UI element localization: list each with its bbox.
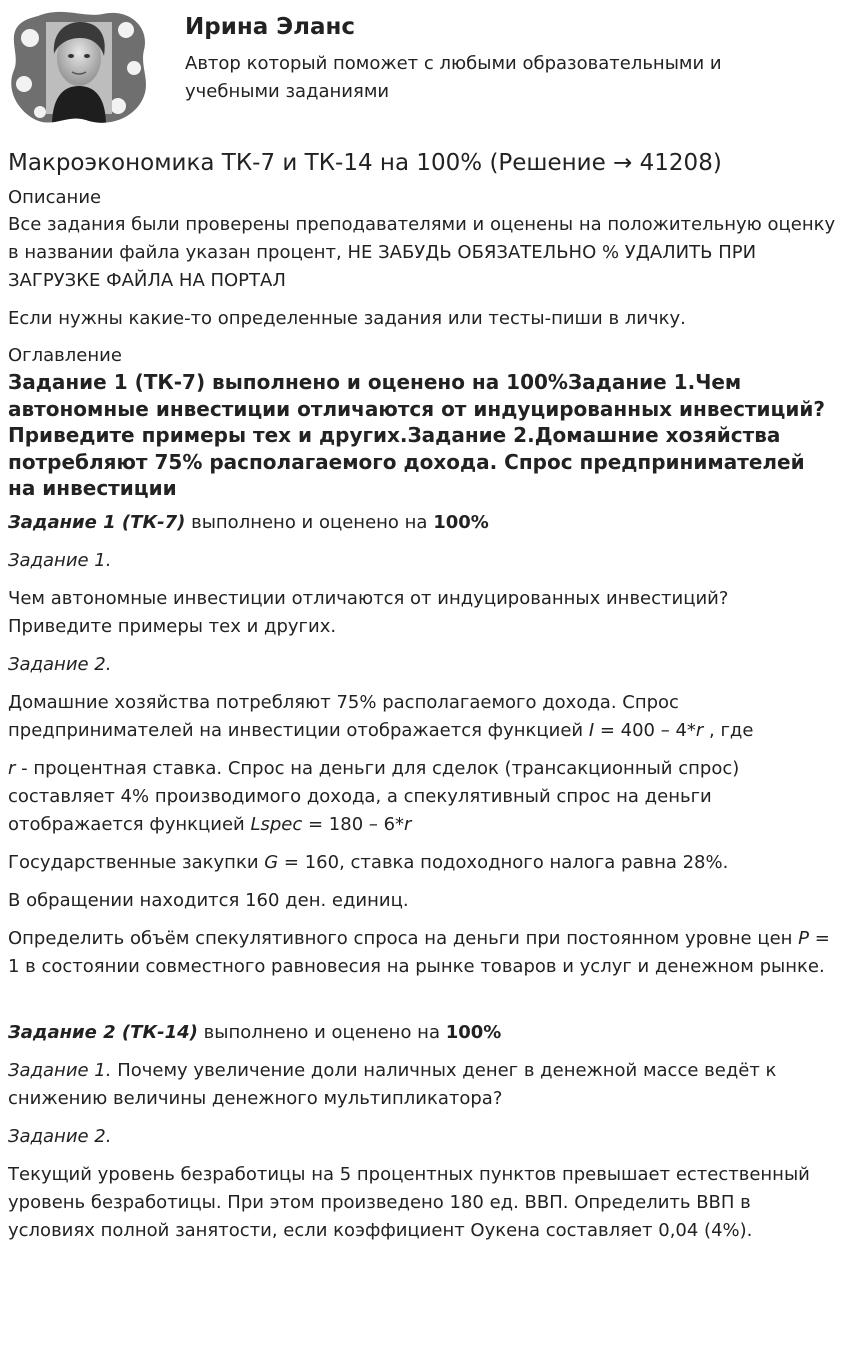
tk7-task2-p2-r2: r bbox=[404, 813, 412, 835]
tk14-task1-label: Задание 1. bbox=[8, 1059, 112, 1081]
tk7-task2-p5-a: Определить объём спекулятивного спроса на деньги при постоянном уровне цен bbox=[8, 927, 799, 949]
tk7-task1-label bbox=[8, 547, 838, 575]
tk14-task2-text: Текущий уровень безработицы на 5 процентных пунктов превышает естественный уровень безработицы. При этом произведено 180 ед. ВВП. Определить ВВП в условиях полной занятости, если коэффициент Оукена составляет 0,04 (4%). bbox=[8, 1163, 810, 1241]
description-label: Описание bbox=[8, 187, 102, 208]
toc-title: Задание 1 (ТК-7) выполнено и оценено на 100%Задание 1.Чем автономные инвестиции отличаются от индуцированных инвестиций? Приведите примеры тех и других.Задание 2.Домашние хозяйства потребляют 75% располагаемого дохода. Спрос предпринимателей на инвестиции bbox=[8, 370, 825, 500]
author-bio: Автор который поможет с любыми образовательными и учебными заданиями bbox=[185, 53, 722, 102]
tk7-task2-label bbox=[8, 651, 838, 679]
tk14-task2-label bbox=[8, 1123, 838, 1151]
tk7-task2-p2-a: - процентная ставка. Спрос на деньги для сделок (трансакционный спрос) составляет 4% производимого дохода, а спекулятивный спрос на деньги отображается функцией bbox=[8, 757, 740, 835]
tk14-heading-percent: 100% bbox=[445, 1021, 502, 1043]
tk7-task2-paragraph-3 bbox=[8, 849, 838, 877]
tk7-task2-p2-b: = 180 – 6* bbox=[302, 813, 405, 835]
section-spacer bbox=[8, 991, 838, 1019]
tk7-task2-p1-r: r bbox=[695, 719, 704, 741]
tk7-task2-p1-a: Домашние хозяйства потребляют 75% располагаемого дохода. Спрос предпринимателей на инвестиции отображается функцией bbox=[8, 691, 679, 741]
tk14-heading-label: Задание 2 (ТК-14) bbox=[8, 1021, 198, 1043]
tk7-task2-paragraph-1 bbox=[8, 689, 838, 745]
tk7-task2-paragraph-2 bbox=[8, 755, 838, 839]
tk7-task2-p3-var: G bbox=[264, 851, 279, 873]
tk7-task2-p1-c: , где bbox=[703, 719, 754, 741]
tk7-task2-p1-var: I bbox=[588, 719, 595, 741]
tk7-task2-p1-b: = 400 – 4* bbox=[594, 719, 696, 741]
tk14-heading bbox=[8, 1019, 838, 1047]
tk7-task1-text: Чем автономные инвестиции отличаются от индуцированных инвестиций? Приведите примеры тех и других. bbox=[8, 587, 729, 637]
tk7-task2-p2-var: Lspec bbox=[250, 813, 303, 835]
tk7-task2-p5-var: P bbox=[798, 927, 809, 949]
tk7-heading-mid: выполнено и оценено на bbox=[185, 511, 434, 533]
tk7-task2-p5-b: = 1 в состоянии совместного равновесия на рынке товаров и услуг и денежном рынке. bbox=[8, 927, 830, 977]
tk7-task2-p3-b: = 160, ставка подоходного налога равна 28%. bbox=[278, 851, 729, 873]
tk7-task2-p2-r: r bbox=[8, 757, 16, 779]
toc-label: Оглавление bbox=[8, 345, 122, 366]
tk7-heading bbox=[8, 509, 838, 537]
tk14-task2-label-text: Задание 2. bbox=[8, 1125, 112, 1147]
tk7-task1-label-text: Задание 1. bbox=[8, 549, 112, 571]
tk7-task2-label-text: Задание 2. bbox=[8, 653, 112, 675]
main-content bbox=[8, 145, 838, 1255]
author-name: Ирина Эланс bbox=[185, 14, 356, 40]
tk14-heading-mid: выполнено и оценено на bbox=[197, 1021, 446, 1043]
tk7-task2-p3-a: Государственные закупки bbox=[8, 851, 265, 873]
tk7-heading-percent: 100% bbox=[433, 511, 489, 533]
page-title: Макроэкономика ТК-7 и ТК-14 на 100% (Решение → 41208) bbox=[8, 150, 722, 176]
avatar-image bbox=[8, 8, 150, 126]
tk14-task1-text: Почему увеличение доли наличных денег в денежной массе ведёт к снижению величины денежного мультипликатора? bbox=[8, 1059, 777, 1109]
author-header bbox=[0, 0, 847, 130]
avatar bbox=[8, 8, 150, 126]
request-text: Если нужны какие-то определенные задания или тесты-пиши в личку. bbox=[8, 308, 686, 329]
tk7-task2-paragraph-4: В обращении находится 160 ден. единиц. bbox=[8, 889, 409, 911]
tk7-heading-label: Задание 1 (ТК-7) bbox=[8, 511, 186, 533]
tk7-task2-paragraph-5 bbox=[8, 925, 838, 981]
tk14-task1 bbox=[8, 1057, 838, 1113]
description-text: Все задания были проверены преподавателями и оценены на положительную оценку в названии файла указан процент, НЕ ЗАБУДЬ ОБЯЗАТЕЛЬНО % УДАЛИТЬ ПРИ ЗАГРУЗКЕ ФАЙЛА НА ПОРТАЛ bbox=[8, 214, 836, 291]
